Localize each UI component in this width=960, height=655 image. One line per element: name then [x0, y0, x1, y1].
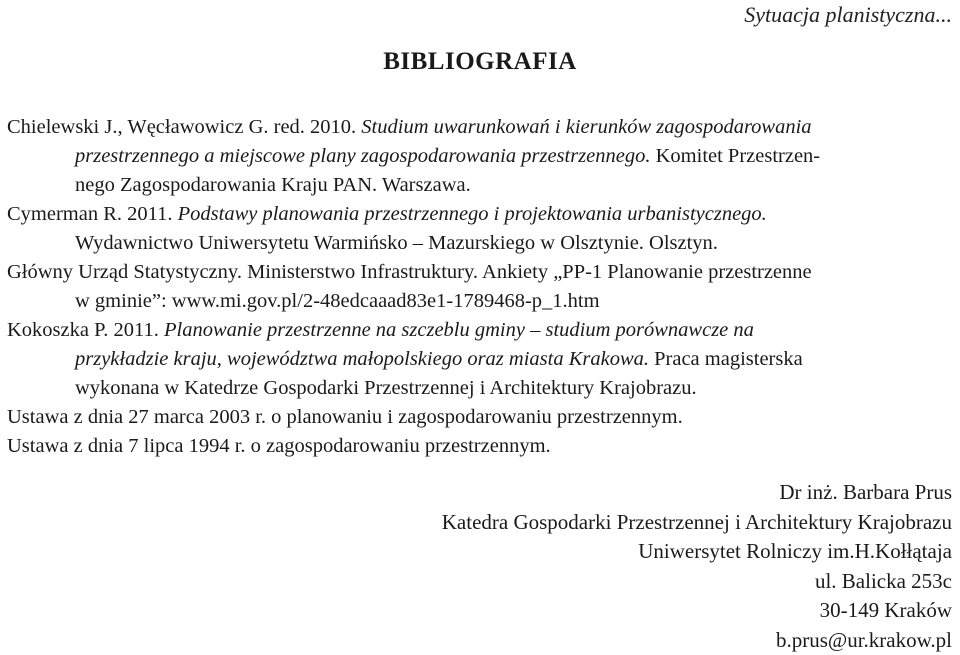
- bibliography-line: [7, 432, 955, 461]
- plain-text: Ustawa z dnia 27 marca 2003 r. o planowaniu i zagospodarowaniu przestrzennym.: [7, 406, 683, 428]
- bibliography-entry: [7, 432, 955, 461]
- bibliography-line: [7, 287, 955, 316]
- running-header: Sytuacja planistyczna...: [744, 2, 952, 28]
- author-name: Dr inż. Barbara Prus: [442, 478, 952, 508]
- bibliography-line: [7, 345, 955, 374]
- author-street: ul. Balicka 253c: [442, 567, 952, 597]
- author-university: Uniwersytet Rolniczy im.H.Kołłątaja: [442, 537, 952, 567]
- bibliography-entry: [7, 316, 955, 403]
- bibliography-line: [7, 142, 955, 171]
- bibliography-line: [7, 171, 955, 200]
- plain-text: wykonana w Katedrze Gospodarki Przestrzennej i Architektury Krajobrazu.: [75, 377, 697, 399]
- bibliography-line: [7, 113, 955, 142]
- author-signature-block: [442, 478, 952, 655]
- plain-text: w gminie”: www.mi.gov.pl/2-48edcaaad83e1-1789468-p_1.htm: [75, 290, 600, 312]
- plain-text: Komitet Przestrzen-: [651, 145, 821, 167]
- bibliography-entry: [7, 258, 955, 316]
- bibliography-entry: [7, 113, 955, 200]
- plain-text: Ustawa z dnia 7 lipca 1994 r. o zagospodarowaniu przestrzennym.: [7, 435, 551, 457]
- bibliography-entry: [7, 200, 955, 258]
- author-email: b.prus@ur.krakow.pl: [442, 626, 952, 655]
- plain-text: Cymerman R. 2011.: [7, 203, 178, 225]
- bibliography-entry: [7, 403, 955, 432]
- bibliography-list: [7, 113, 955, 461]
- bibliography-line: [7, 316, 955, 345]
- section-title: BIBLIOGRAFIA: [0, 48, 960, 76]
- italic-text: Studium uwarunkowań i kierunków zagospodarowania: [361, 116, 811, 138]
- bibliography-line: [7, 258, 955, 287]
- plain-text: Wydawnictwo Uniwersytetu Warmińsko – Mazurskiego w Olsztynie. Olsztyn.: [75, 232, 718, 254]
- plain-text: Główny Urząd Statystyczny. Ministerstwo Infrastruktury. Ankiety „PP-1 Planowanie przestrzenne: [7, 261, 812, 283]
- plain-text: Kokoszka P. 2011.: [7, 319, 164, 341]
- italic-text: Planowanie przestrzenne na szczeblu gminy – studium porównawcze na: [164, 319, 754, 341]
- author-department: Katedra Gospodarki Przestrzennej i Architektury Krajobrazu: [442, 508, 952, 538]
- bibliography-line: [7, 403, 955, 432]
- italic-text: przykładzie kraju, województwa małopolskiego oraz miasta Krakowa.: [75, 348, 649, 370]
- italic-text: przestrzennego a miejscowe plany zagospodarowania przestrzennego.: [75, 145, 651, 167]
- plain-text: nego Zagospodarowania Kraju PAN. Warszawa.: [75, 174, 471, 196]
- bibliography-line: [7, 229, 955, 258]
- bibliography-line: [7, 200, 955, 229]
- bibliography-line: [7, 374, 955, 403]
- italic-text: Podstawy planowania przestrzennego i projektowania urbanistycznego.: [178, 203, 767, 225]
- plain-text: Chielewski J., Węcławowicz G. red. 2010.: [7, 116, 361, 138]
- author-city: 30-149 Kraków: [442, 596, 952, 626]
- plain-text: Praca magisterska: [649, 348, 803, 370]
